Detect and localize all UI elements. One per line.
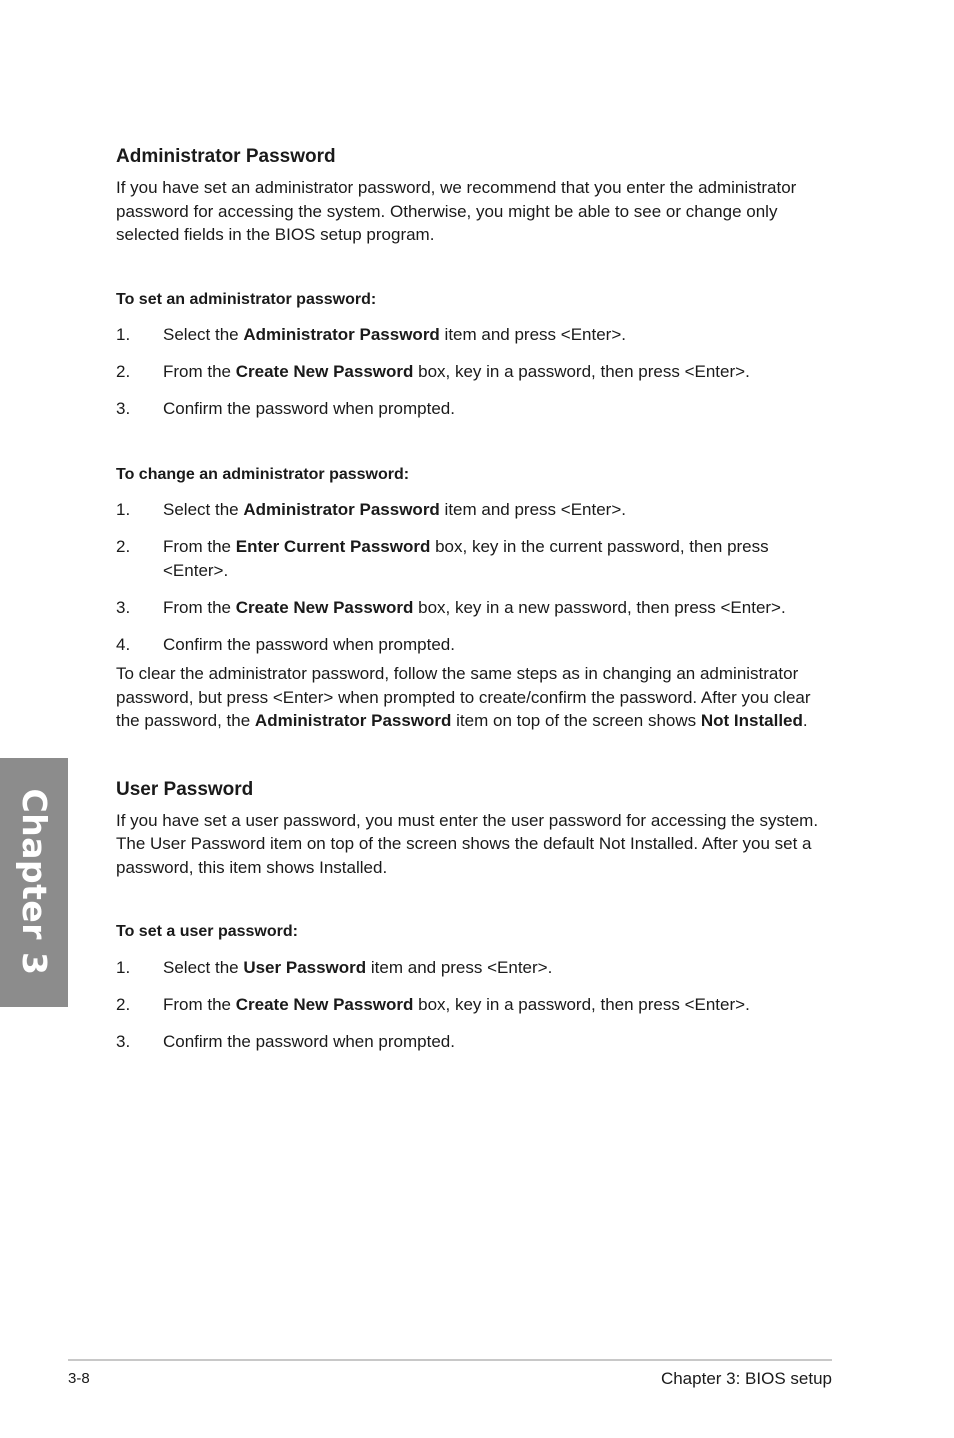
set-user-title: To set a user password:: [116, 923, 298, 940]
admin-password-heading: Administrator Password: [116, 146, 336, 167]
list-item: 2. From the Enter Current Password box, key in the current password, then press <Enter>.: [116, 537, 769, 580]
set-admin-title: To set an administrator password:: [116, 290, 377, 308]
admin-password-intro: If you have set an administrator password, we recommend that you enter the administrator password for accessing the system. Otherwise, you might be able to see or change only selected fields in the BIOS setup program.: [116, 178, 797, 244]
list-item: 4. Confirm the password when prompted.: [116, 634, 455, 654]
change-admin-title: To change an administrator password:: [116, 465, 410, 483]
list-item: 2. From the Create New Password box, key in a password, then press <Enter>.: [116, 362, 750, 381]
set-user-steps: [116, 956, 836, 1054]
page-number: 3-8: [68, 1370, 90, 1387]
page-content: [116, 144, 836, 1067]
list-item: 1. Select the Administrator Password item and press <Enter>.: [116, 500, 626, 519]
footer-chapter-title: Chapter 3: BIOS setup: [660, 1369, 832, 1388]
list-item: 3. Confirm the password when prompted.: [116, 399, 455, 418]
chapter-tab: [0, 758, 68, 1007]
list-item: 3. Confirm the password when prompted.: [116, 1031, 455, 1051]
list-item: 1. Select the User Password item and press <Enter>.: [116, 957, 553, 977]
footer-divider: [68, 1359, 832, 1361]
chapter-tab-label: Chapter 3: [14, 788, 54, 976]
list-item: 1. Select the Administrator Password item and press <Enter>.: [116, 325, 626, 344]
list-item: 3. From the Create New Password box, key in a new password, then press <Enter>.: [116, 597, 786, 617]
set-admin-steps: [116, 323, 836, 421]
list-item: 2. From the Create New Password box, key in a password, then press <Enter>.: [116, 994, 750, 1014]
clear-admin-note: To clear the administrator password, follow the same steps as in changing an administrator password, but press <Enter> when prompted to create/confirm the password. After you clear the password, the Administrator Password item on top of the screen shows Not Installed.: [116, 664, 811, 730]
change-admin-steps: [116, 498, 836, 656]
user-password-heading: User Password: [116, 778, 254, 800]
user-password-intro: If you have set a user password, you must enter the user password for accessing the system. The User Password item on top of the screen shows the default Not Installed. After you set a password, this item shows Installed.: [116, 810, 819, 877]
